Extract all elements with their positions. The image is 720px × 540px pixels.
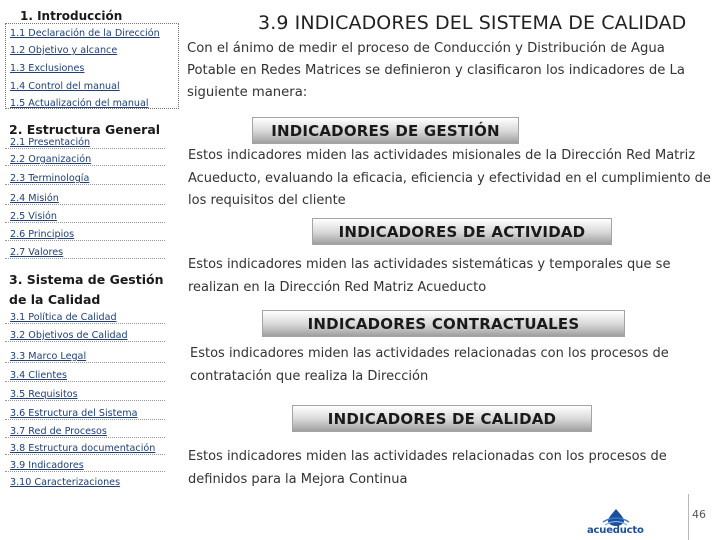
section-text-calidad: Estos indicadores miden las actividades relacionadas con los procesos de definidos para la Mejora Continua [188, 449, 667, 487]
section-heading-gestion: INDICADORES DE GESTIÓN [252, 117, 519, 144]
nav-divider [5, 471, 165, 472]
nav-link-3-2[interactable]: 3.2 Objetivos de Calidad [10, 330, 128, 341]
nav-divider [5, 362, 165, 363]
nav-link-2-3[interactable]: 2.3 Terminología [10, 173, 90, 184]
footer-divider [688, 494, 689, 540]
nav-link-2-6[interactable]: 2.6 Principios [10, 229, 75, 240]
nav-link-2-4[interactable]: 2.4 Misión [10, 193, 59, 204]
nav-divider [5, 323, 165, 324]
nav-link-3-3[interactable]: 3.3 Marco Legal [10, 351, 87, 362]
nav-link-1-5[interactable]: 1.5 Actualización del manual [10, 98, 149, 109]
nav-divider [5, 204, 165, 205]
section-text-contractuales: Estos indicadores miden las actividades relacionadas con los procesos de contratación que realiza la Dirección [190, 346, 669, 384]
acueducto-logo-icon [585, 508, 647, 526]
nav-link-1-1[interactable]: 1.1 Declaración de la Dirección [10, 28, 160, 39]
nav-link-1-3[interactable]: 1.3 Exclusiones [10, 63, 85, 74]
nav-link-2-7[interactable]: 2.7 Valores [10, 247, 64, 258]
nav-divider [5, 381, 165, 382]
page-number: 46 [692, 508, 706, 521]
nav-link-3-5[interactable]: 3.5 Requisitos [10, 389, 78, 400]
section-heading-calidad: INDICADORES DE CALIDAD [292, 405, 592, 432]
nav-divider [5, 341, 165, 342]
nav-divider [5, 184, 165, 185]
nav-link-3-8[interactable]: 3.8 Estructura documentación [10, 443, 156, 454]
page-title: 3.9 INDICADORES DEL SISTEMA DE CALIDAD [258, 12, 687, 34]
sidebar-nav [0, 0, 180, 540]
nav-section-estructura-title: 2. Estructura General [9, 122, 161, 137]
nav-divider [5, 454, 165, 455]
nav-link-3-10[interactable]: 3.10 Caracterizaciones [10, 477, 121, 488]
section-heading-contractuales: INDICADORES CONTRACTUALES [262, 310, 625, 337]
nav-link-3-9[interactable]: 3.9 Indicadores [10, 460, 84, 471]
nav-divider [5, 437, 165, 438]
nav-link-2-1[interactable]: 2.1 Presentación [10, 137, 91, 148]
nav-link-1-2[interactable]: 1.2 Objetivo y alcance [10, 45, 118, 56]
nav-section-introduccion-title: 1. Introducción [20, 9, 123, 23]
nav-section-sistema-title: 3. Sistema de Gestión de la Calidad [9, 272, 164, 307]
nav-link-2-2[interactable]: 2.2 Organización [10, 154, 92, 165]
section-text-actividad: Estos indicadores miden las actividades sistemáticas y temporales que se realizan en la Dirección Red Matriz Acueducto [188, 257, 671, 295]
nav-divider [5, 258, 165, 259]
nav-divider [5, 400, 165, 401]
main-content [180, 0, 720, 540]
section-text-gestion: Estos indicadores miden las actividades misionales de la Dirección Red Matriz Acueducto, evaluando la eficacia, eficiencia y efectividad en el cumplimiento de los requisitos del cliente [188, 148, 711, 208]
nav-link-2-5[interactable]: 2.5 Visión [10, 211, 57, 222]
acueducto-logo [585, 508, 647, 538]
nav-link-3-1[interactable]: 3.1 Política de Calidad [10, 312, 117, 323]
logo-text: acueducto [587, 525, 644, 536]
nav-divider [5, 165, 165, 166]
nav-link-3-4[interactable]: 3.4 Clientes [10, 370, 67, 381]
nav-divider [5, 419, 165, 420]
section-heading-actividad: INDICADORES DE ACTIVIDAD [312, 218, 612, 245]
nav-link-3-7[interactable]: 3.7 Red de Procesos [10, 426, 107, 437]
nav-link-1-4[interactable]: 1.4 Control del manual [10, 81, 120, 92]
nav-link-3-6[interactable]: 3.6 Estructura del Sistema [10, 408, 138, 419]
nav-divider [5, 148, 165, 149]
nav-divider [5, 240, 165, 241]
intro-paragraph: Con el ánimo de medir el proceso de Conducción y Distribución de Agua Potable en Redes Matrices se definieron y clasificaron los indicadores de La siguiente manera: [187, 41, 685, 100]
nav-divider [5, 222, 165, 223]
